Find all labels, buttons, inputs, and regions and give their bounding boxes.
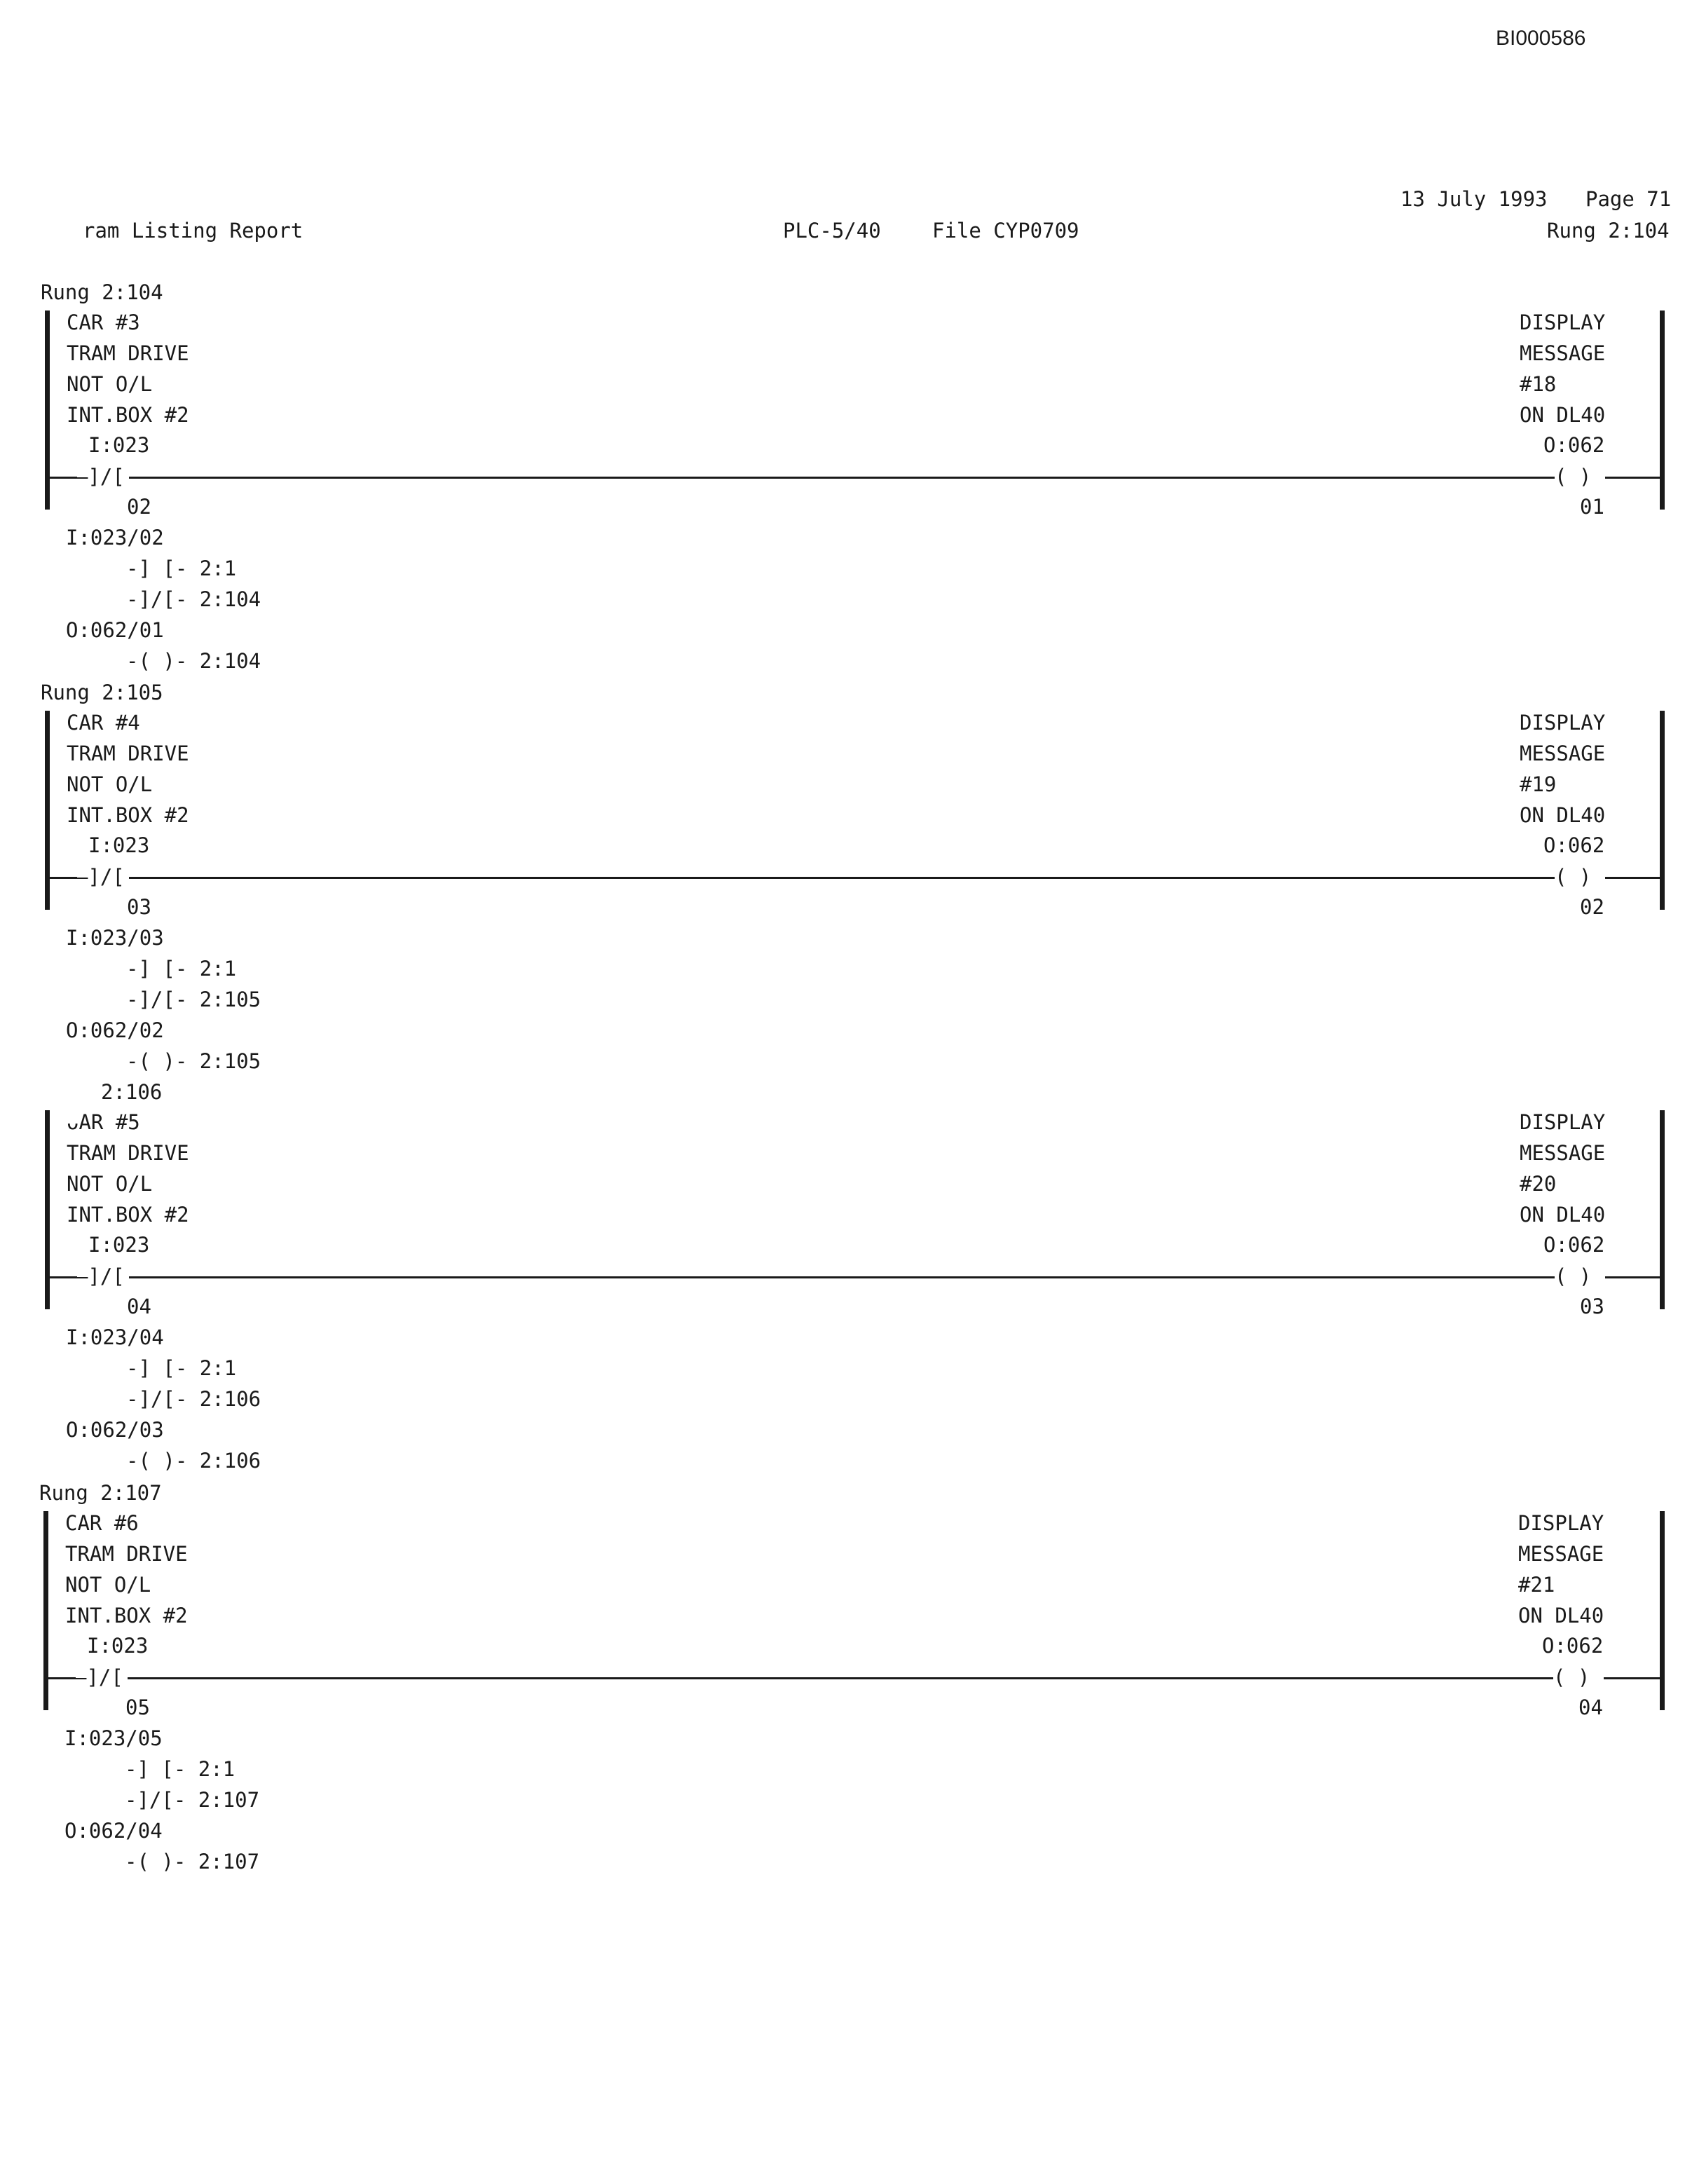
report-title: ram Listing Report [83,219,303,243]
input-description-line: INT.BOX #2 [67,403,189,427]
output-description-line: DISPLAY [1520,711,1606,735]
bates-number: BI000586 [1496,27,1586,50]
output-description-line: DISPLAY [1518,1511,1604,1535]
examine-off-instruction: —]/[ [76,465,125,489]
input-description-line: ᴗAR #5 [67,1110,140,1134]
examine-off-instruction: —]/[ [74,1665,123,1689]
output-bit: 02 [1580,895,1604,919]
right-power-rail [1660,711,1665,910]
rung-block [0,1082,1685,1482]
examine-off-instruction: —]/[ [76,865,125,889]
xref-entry: -( )- 2:106 [126,1449,261,1473]
right-power-rail [1660,1511,1665,1710]
input-description-line: INT.BOX #2 [67,1203,189,1227]
xref-address: O:062/01 [66,618,164,642]
rung-line [129,877,1555,879]
xref-entry: -]/[- 2:106 [126,1387,261,1411]
input-description-line: NOT O/L [65,1573,151,1597]
examine-off-instruction: —]/[ [76,1264,125,1288]
header-rung: Rung 2:104 [1547,219,1670,243]
output-address: O:062 [1543,433,1605,457]
input-bit: 03 [127,895,151,919]
rung-block [0,282,1685,682]
xref-entry: -( )- 2:105 [126,1049,261,1073]
rung-line [45,477,77,479]
output-address: O:062 [1542,1634,1604,1658]
output-description-line: #18 [1520,372,1557,396]
output-description-line: MESSAGE [1520,1141,1606,1165]
output-description-line: #19 [1520,772,1557,796]
xref-entry: -] [- 2:1 [126,557,237,580]
rung-line [129,477,1555,479]
output-bit: 04 [1578,1695,1603,1719]
output-bit: 03 [1580,1295,1604,1318]
xref-address: I:023/02 [66,526,164,550]
output-description-line: MESSAGE [1518,1542,1604,1566]
file-name: File CYP0709 [932,219,1079,243]
rung-line [1605,1276,1661,1278]
input-description-line: CAR #3 [67,310,140,334]
xref-entry: -]/[- 2:107 [125,1788,260,1812]
rung-line [1605,477,1661,479]
output-coil-instruction: ( ) [1555,1264,1592,1288]
xref-entry: -] [- 2:1 [125,1757,236,1781]
output-description-line: #20 [1520,1172,1557,1196]
input-description-line: TRAM DRIVE [67,1141,189,1165]
input-description-line: INT.BOX #2 [65,1604,188,1627]
xref-address: I:023/05 [64,1726,163,1750]
output-description-line: ON DL40 [1520,403,1606,427]
input-bit: 05 [125,1695,150,1719]
input-description-line: INT.BOX #2 [67,803,189,827]
xref-entry: -( )- 2:104 [126,649,261,673]
right-power-rail [1660,1110,1665,1309]
output-description-line: #21 [1518,1573,1555,1597]
input-description-line: NOT O/L [67,1172,153,1196]
right-power-rail [1660,310,1665,510]
xref-entry: -]/[- 2:104 [126,587,261,611]
output-description-line: DISPLAY [1520,310,1606,334]
input-bit: 04 [127,1295,151,1318]
left-power-rail [45,711,50,910]
rung-line [45,877,77,879]
rung-block [0,1483,1685,1883]
processor-type: PLC-5/40 [783,219,881,243]
output-coil-instruction: ( ) [1553,1665,1590,1689]
output-coil-instruction: ( ) [1555,465,1592,489]
rung-title: 2:106 [101,1080,163,1104]
page-number: Page 71 [1585,187,1672,211]
input-address: I:023 [87,1634,149,1658]
left-power-rail [43,1511,48,1710]
output-address: O:062 [1543,833,1605,857]
input-description-line: CAR #4 [67,711,140,735]
rung-line [129,1276,1555,1278]
rung-block [0,683,1685,1082]
xref-entry: -] [- 2:1 [126,1356,237,1380]
rung-title: Rung 2:107 [39,1481,162,1505]
input-address: I:023 [88,833,150,857]
input-address: I:023 [88,433,150,457]
output-description-line: MESSAGE [1520,341,1606,365]
input-description-line: TRAM DRIVE [67,742,189,765]
rung-title: Rung 2:105 [41,681,163,704]
xref-entry: -] [- 2:1 [126,957,237,981]
xref-entry: -]/[- 2:105 [126,988,261,1011]
input-description-line: CAR #6 [65,1511,139,1535]
output-description-line: ON DL40 [1518,1604,1604,1627]
output-description-line: DISPLAY [1520,1110,1606,1134]
rung-line [43,1677,76,1679]
output-coil-instruction: ( ) [1555,865,1592,889]
rung-line [45,1276,77,1278]
rung-line [1604,1677,1661,1679]
output-address: O:062 [1543,1233,1605,1257]
rung-line [128,1677,1553,1679]
output-description-line: ON DL40 [1520,1203,1606,1227]
input-address: I:023 [88,1233,150,1257]
input-description-line: TRAM DRIVE [65,1542,188,1566]
input-description-line: NOT O/L [67,372,153,396]
input-description-line: TRAM DRIVE [67,341,189,365]
xref-entry: -( )- 2:107 [125,1850,260,1874]
xref-address: O:062/04 [64,1819,163,1843]
rung-line [1605,877,1661,879]
xref-address: I:023/03 [66,926,164,950]
left-power-rail [45,1110,50,1309]
left-power-rail [45,310,50,510]
report-date: 13 July 1993 [1400,187,1548,211]
rung-title: Rung 2:104 [41,280,163,304]
xref-address: O:062/03 [66,1418,164,1442]
output-description-line: MESSAGE [1520,742,1606,765]
input-description-line: NOT O/L [67,772,153,796]
input-bit: 02 [127,495,151,519]
xref-address: I:023/04 [66,1325,164,1349]
output-bit: 01 [1580,495,1604,519]
output-description-line: ON DL40 [1520,803,1606,827]
xref-address: O:062/02 [66,1018,164,1042]
